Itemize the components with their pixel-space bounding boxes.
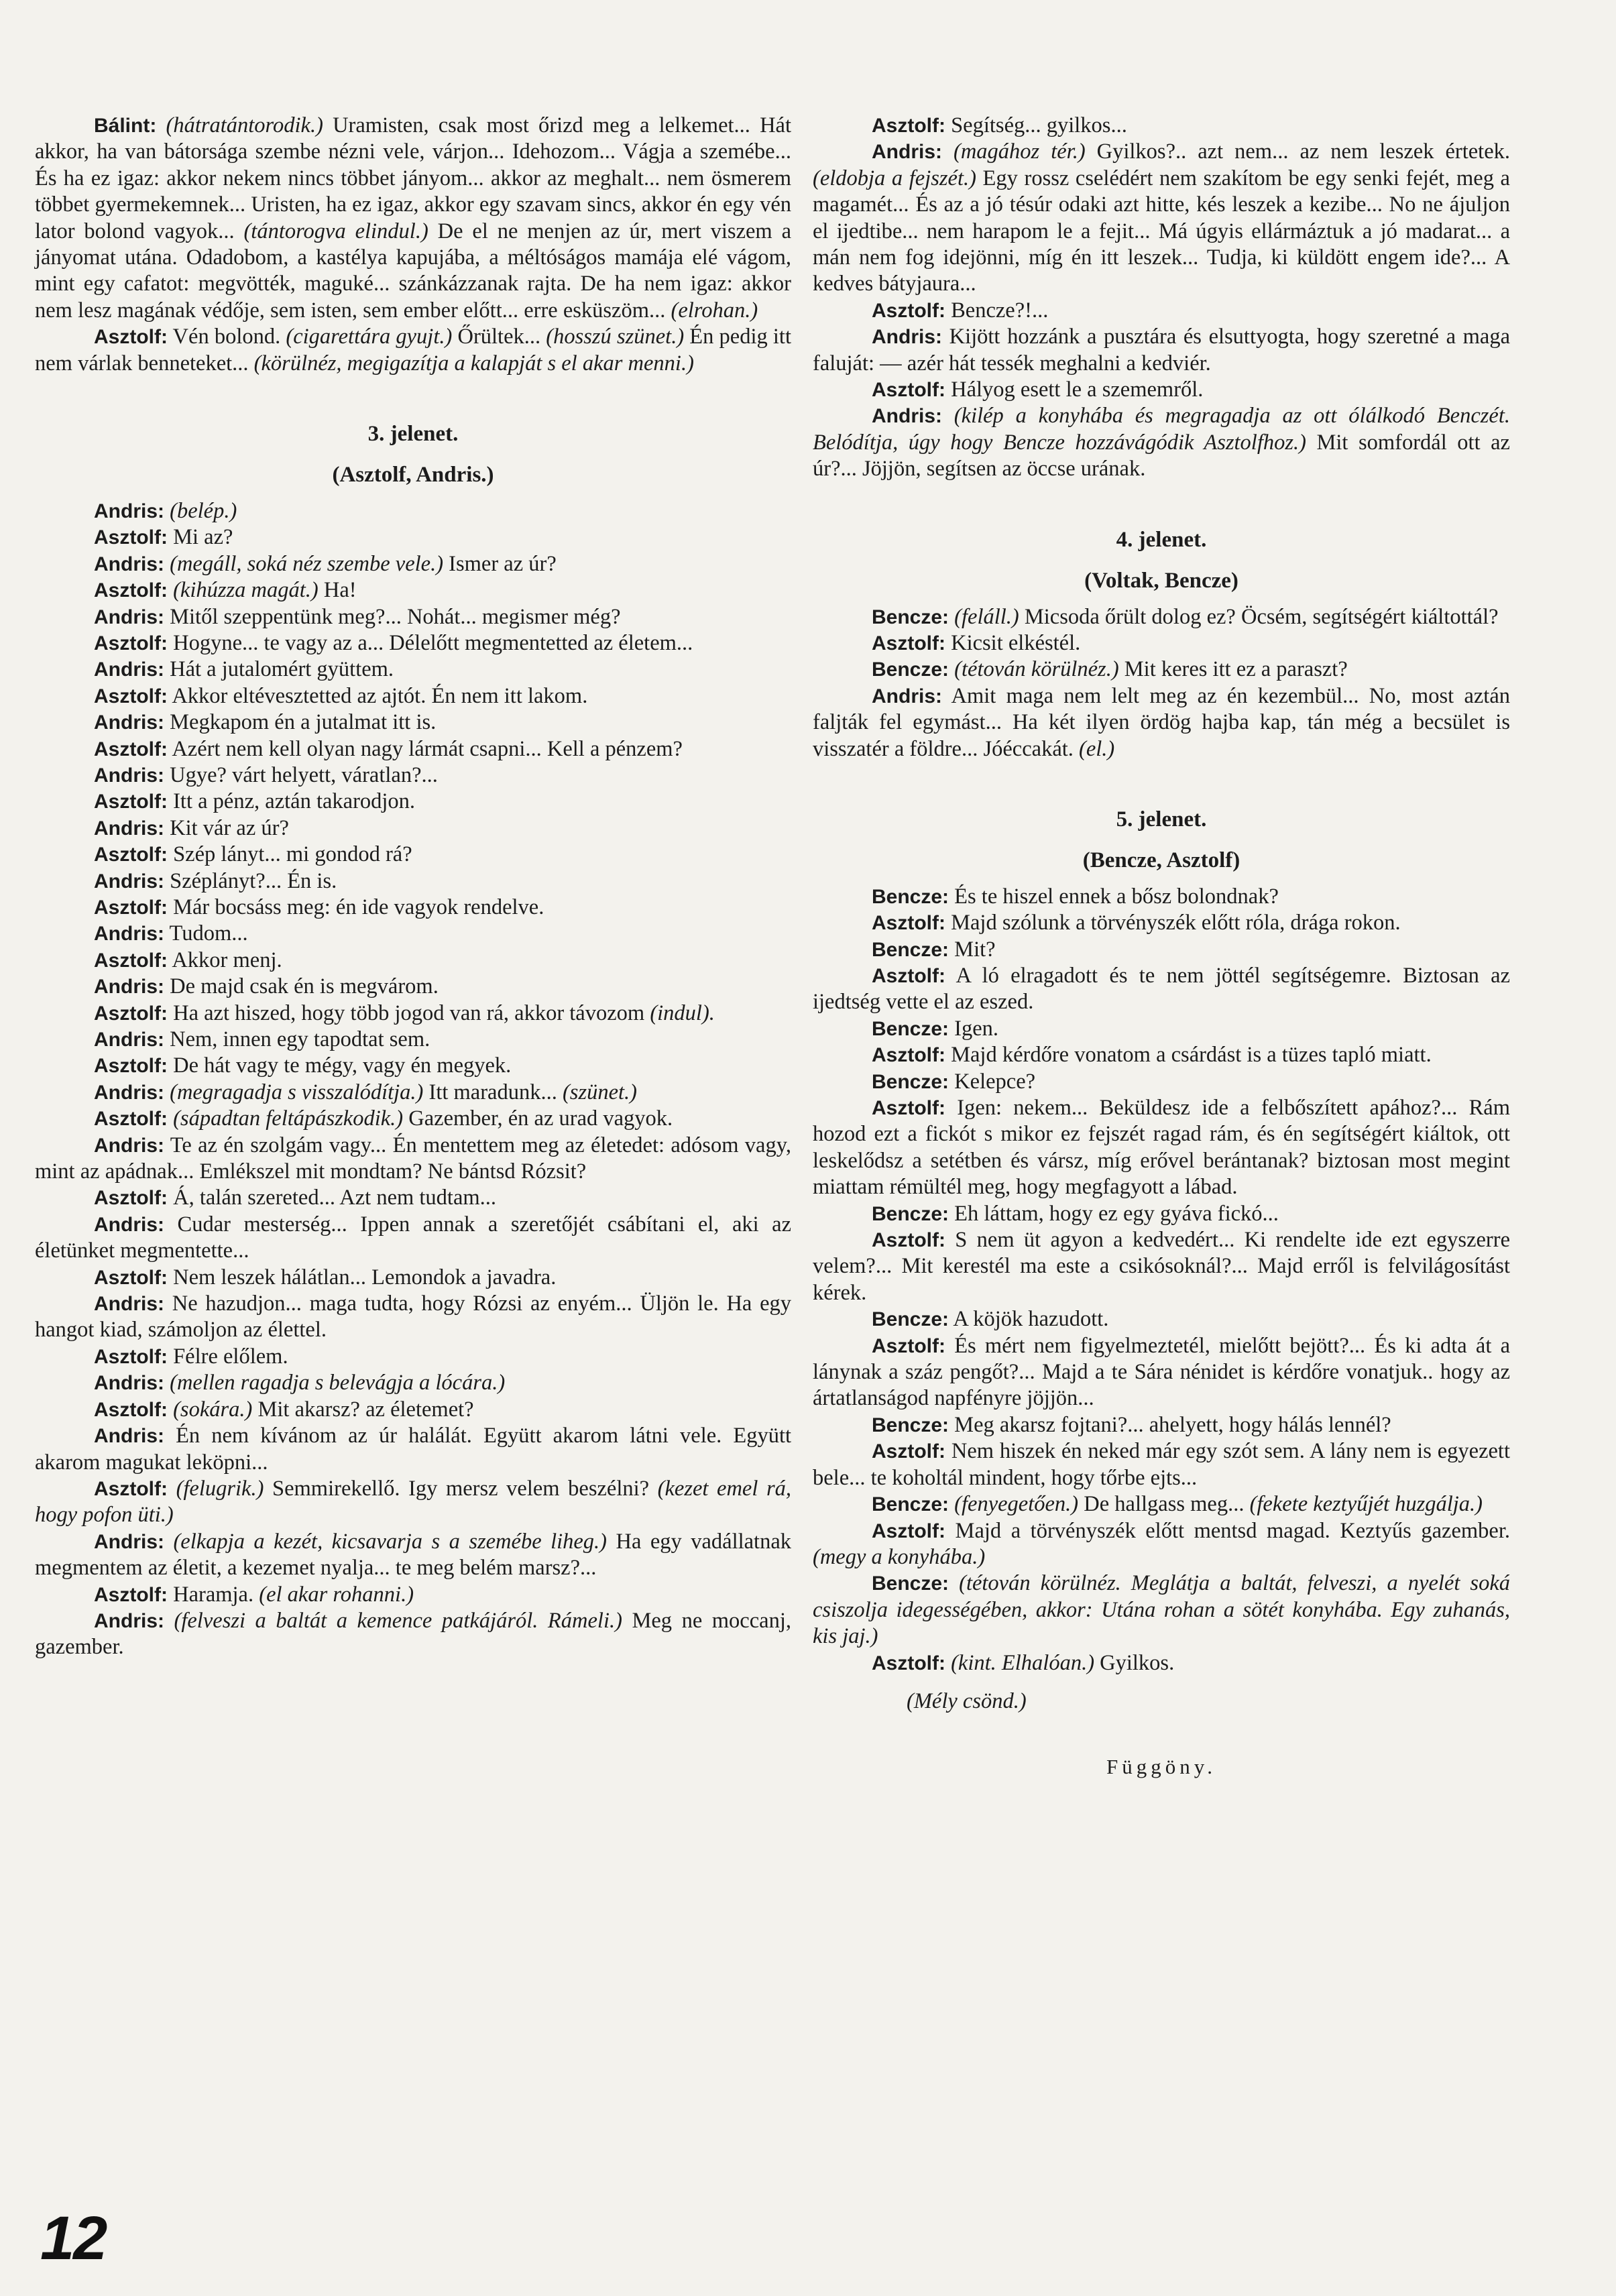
speaker-name: Asztolf: <box>94 1477 168 1500</box>
spoken-text: Ismer az úr? <box>443 551 557 576</box>
spoken-text: Ne hazudjon... maga tudta, hogy Rózsi az enyém... Üljön le. Ha egy hangot kiad, számoljon az élettel. <box>35 1292 792 1342</box>
speaker-name: Bencze: <box>872 885 949 908</box>
dialogue-line <box>813 1518 1510 1571</box>
spoken-text: Félre előlem. <box>173 1344 288 1369</box>
spoken-text: Majd a törvényszék előtt mentsd magad. Keztyűs gazember. <box>955 1518 1511 1543</box>
stage-direction: (megy a konyhába.) <box>813 1544 986 1569</box>
dialogue-line <box>35 1608 791 1661</box>
page-number: 12 <box>40 2204 107 2273</box>
spoken-text: Semmirekellő. Igy mersz velem beszélni? <box>264 1476 658 1501</box>
speaker-name: Andris: <box>872 141 942 164</box>
speaker-name: Asztolf: <box>94 326 168 349</box>
speaker-name: Andris: <box>94 500 164 522</box>
speaker-name: Asztolf: <box>94 738 168 760</box>
speaker-name: Asztolf: <box>872 299 945 322</box>
stage-direction: (cigarettára gyujt.) <box>286 325 453 349</box>
speaker-name: Asztolf: <box>872 1652 945 1674</box>
dialogue-line <box>813 1095 1510 1201</box>
spoken-text: A ló elragadott és te nem jöttél segítségemre. Biztosan az ijedtség vette el az eszed. <box>813 963 1510 1015</box>
spoken-text: Széplányt?... Én is. <box>170 868 337 893</box>
speaker-name: Asztolf: <box>94 632 168 654</box>
stage-direction: (kihúzza magát.) <box>173 578 319 603</box>
dialogue-line <box>813 1412 1510 1438</box>
spoken-text: Haramja. <box>173 1582 259 1607</box>
speaker-name: Asztolf: <box>94 1187 168 1210</box>
dialogue-line <box>813 884 1510 910</box>
speaker-name: Andris: <box>94 1372 164 1395</box>
stage-direction: (kint. Elhalóan.) <box>951 1650 1095 1675</box>
dialogue-line <box>813 1438 1510 1491</box>
spoken-text: Mit akarsz? az életemet? <box>252 1397 474 1422</box>
stage-direction: (fekete keztyűjét huzgálja.) <box>1249 1492 1483 1517</box>
speaker-name: Asztolf: <box>94 685 168 707</box>
spoken-text: Hogyne... te vagy az a... Délelőtt megmentetted az életem... <box>173 630 693 655</box>
dialogue-line <box>35 1397 791 1423</box>
dialogue-line <box>35 1027 791 1053</box>
stage-direction: (el akar rohanni.) <box>259 1582 414 1607</box>
spoken-text: Mitől szeppentünk meg?... Nohát... megismer még? <box>170 604 621 629</box>
dialogue-line <box>35 1133 791 1186</box>
stage-direction: (indul). <box>650 1000 715 1025</box>
spoken-text: Már bocsáss meg: én ide vagyok rendelve. <box>173 895 544 919</box>
spoken-text: Itt a pénz, aztán takarodjon. <box>173 789 416 814</box>
scene-heading: 4. jelenet. <box>1116 527 1207 552</box>
dialogue-line <box>35 789 791 815</box>
spoken-text: De el ne menjen az úr, mert viszem a jányomat utána. Odadobom, a kastélya kapujába, a méltóságos mamája elé vágom, mint egy cafatot: megvötték, maguké... szánkázzanak rajta. De ha nem igaz: akkor nem lesz magának védője, sem isten, sem ember előtt... erre esküszöm... <box>35 219 791 323</box>
stage-direction: (magához tér.) <box>954 139 1086 164</box>
dialogue-line <box>35 324 791 377</box>
spoken-text: Meg ne moccanj, gazember. <box>35 1608 791 1660</box>
spoken-text: Kit vár az úr? <box>170 815 289 840</box>
speaker-name: Andris: <box>94 553 164 575</box>
spoken-text: Ha egy vadállatnak megmentem az életit, a kezemet nyalja... te meg belém marsz?... <box>35 1529 792 1581</box>
speaker-name: Asztolf: <box>872 379 945 402</box>
stage-direction: (hosszú szünet.) <box>546 325 685 349</box>
stage-direction: (tétován körülnéz. Meglátja a baltát, felveszi, a nyelét soká csiszolja idegességében, akkor: Utána rohan a sötét konyhába. Egy zuhanás, kis jaj.) <box>813 1571 1510 1649</box>
speaker-name: Bálint: <box>94 115 157 137</box>
dialogue-line <box>35 498 791 524</box>
scene-heading: 5. jelenet. <box>1116 807 1207 831</box>
speaker-name: Andris: <box>94 1293 164 1316</box>
speaker-name: Asztolf: <box>872 115 945 137</box>
dialogue-line <box>35 895 791 921</box>
spoken-text: Micsoda őrült dolog ez? Öcsém, segítségért kiáltottál? <box>1019 604 1499 629</box>
stage-direction: (felugrik.) <box>176 1476 264 1501</box>
scene-cast: (Bencze, Asztolf) <box>1082 848 1240 873</box>
speaker-name: Andris: <box>94 606 164 628</box>
speaker-name: Andris: <box>94 1425 164 1448</box>
speaker-name: Bencze: <box>872 1493 949 1516</box>
speaker-name: Asztolf: <box>94 1398 168 1421</box>
dialogue-line <box>35 709 791 736</box>
stage-direction: (belép.) <box>170 498 237 523</box>
spoken-text: A köjök hazudott. <box>953 1307 1109 1332</box>
speaker-name: Bencze: <box>872 1202 949 1225</box>
speaker-name: Asztolf: <box>94 791 168 813</box>
dialogue-line <box>35 1265 791 1291</box>
stage-direction: (körülnéz, megigazítja a kalapját s el akar menni.) <box>253 351 694 376</box>
speaker-name: Andris: <box>94 658 164 681</box>
dialogue-line <box>813 1069 1510 1095</box>
dialogue-line <box>35 948 791 974</box>
spoken-text: Nem hiszek én neked már egy szót sem. A lány nem is egyezett bele... te koholtál mindent, hogy tőrbe ejts... <box>813 1439 1510 1490</box>
spoken-text: Segítség... gyilkos... <box>951 113 1127 137</box>
dialogue-line <box>813 630 1510 656</box>
stage-direction: (sápadtan feltápászkodik.) <box>173 1106 404 1131</box>
dialogue-line <box>813 656 1510 683</box>
spoken-text: Kelepce? <box>954 1069 1036 1094</box>
speaker-name: Bencze: <box>872 1308 949 1331</box>
stage-direction: (mellen ragadja s belevágja a lócára.) <box>170 1371 506 1395</box>
speaker-name: Andris: <box>94 1134 164 1157</box>
stage-direction: (sokára.) <box>173 1397 253 1422</box>
speaker-name: Andris: <box>94 923 164 945</box>
speaker-name: Asztolf: <box>872 632 945 654</box>
spoken-text: Nem leszek hálátlan... Lemondok a javadra. <box>173 1265 557 1289</box>
speaker-name: Asztolf: <box>872 912 945 935</box>
dialogue-line <box>813 1491 1510 1517</box>
dialogue-line <box>813 683 1510 762</box>
speaker-name: Asztolf: <box>872 1044 945 1067</box>
dialogue-line <box>813 113 1510 139</box>
speaker-name: Asztolf: <box>94 896 168 919</box>
spoken-text: Nem, innen egy tapodtat sem. <box>170 1027 430 1051</box>
stage-direction: (feláll.) <box>954 604 1019 629</box>
dialogue-line <box>35 1582 791 1608</box>
dialogue-line <box>35 1529 791 1582</box>
dialogue-line <box>35 1344 791 1370</box>
spoken-text: Majd kérdőre vonatom a csárdást is a tüzes tapló miatt. <box>951 1043 1432 1068</box>
dialogue-line <box>35 1080 791 1106</box>
dialogue-line <box>813 1333 1510 1412</box>
spoken-text: Mit? <box>954 937 996 962</box>
speaker-name: Bencze: <box>872 1070 949 1093</box>
speaker-name: Andris: <box>872 405 942 428</box>
dialogue-line <box>35 974 791 1000</box>
speaker-name: Andris: <box>94 1029 164 1051</box>
spoken-text: Én pedig itt nem várlak benneteket... <box>35 325 791 376</box>
spoken-text: És te hiszel ennek a bősz bolondnak? <box>954 884 1279 909</box>
dialogue-line <box>35 1423 791 1476</box>
dialogue-line <box>35 1053 791 1079</box>
spoken-text: Igen. <box>954 1016 999 1041</box>
dialogue-line <box>35 921 791 947</box>
speaker-name: Andris: <box>94 976 164 998</box>
dialogue-line <box>35 604 791 630</box>
speaker-name: Asztolf: <box>872 1519 945 1542</box>
stage-direction: (elkapja a kezét, kicsavarja s a szemébe liheg.) <box>173 1529 608 1554</box>
speaker-name: Asztolf: <box>94 1266 168 1289</box>
stage-direction: (kezet emel rá, hogy pofon üti.) <box>35 1476 792 1528</box>
scene-cast: (Voltak, Bencze) <box>1084 569 1238 593</box>
stage-direction: (szünet.) <box>562 1080 638 1104</box>
spoken-text: De majd csak én is megvárom. <box>170 974 439 999</box>
speaker-name: Bencze: <box>872 1414 949 1436</box>
dialogue-line <box>813 1650 1510 1676</box>
dialogue-line <box>35 577 791 604</box>
stage-direction: (kilép a konyhába és megragadja az ott ólálkodó Benczét. Belódítja, úgy hogy Bencze hozzávágódik Asztolfhoz.) <box>813 404 1510 455</box>
speaker-name: Andris: <box>94 817 164 840</box>
spoken-text: Én nem kívánom az úr halálát. Együtt akarom látni vele. Együtt akarom magukat leköpni... <box>35 1424 792 1475</box>
speaker-name: Asztolf: <box>94 579 168 602</box>
stage-direction: (elrohan.) <box>671 298 758 323</box>
dialogue-line <box>35 630 791 656</box>
stage-direction: (hátratántorodik.) <box>166 113 323 137</box>
speaker-name: Andris: <box>94 1081 164 1104</box>
speaker-name: Asztolf: <box>872 1334 945 1357</box>
spoken-text: Meg akarsz fojtani?... ahelyett, hogy hálás lennél? <box>954 1412 1391 1437</box>
curtain-text: Függöny. <box>1106 1755 1216 1779</box>
speaker-name: Andris: <box>94 764 164 787</box>
spoken-text: Ugye? várt helyett, váratlan?... <box>170 762 438 787</box>
spoken-text: Megkapom én a jutalmat itt is. <box>170 710 437 735</box>
dialogue-line <box>813 1201 1510 1227</box>
spoken-text: És mért nem figyelmeztetél, mielőtt bejött?... És ki adta át a lánynak a száz pengőt?... Majd a te Sára nénidet is kérdőre vonatjuk.. hogy az ártatlanságod napfényre jöjjön... <box>813 1333 1511 1411</box>
dialogue-line <box>813 1227 1510 1306</box>
speaker-name: Asztolf: <box>872 964 945 987</box>
scene-cast: (Asztolf, Andris.) <box>332 463 494 487</box>
dialogue-line <box>813 937 1510 963</box>
spoken-text: Szép lányt... mi gondod rá? <box>173 842 412 867</box>
dialogue-line <box>35 1212 791 1265</box>
dialogue-line <box>813 1570 1510 1650</box>
dialogue-line <box>35 1185 791 1211</box>
dialogue-line <box>35 1476 791 1529</box>
speaker-name: Andris: <box>94 1609 164 1632</box>
spoken-text: Itt maradunk... <box>423 1080 563 1104</box>
dialogue-line <box>813 604 1510 630</box>
dialogue-line <box>35 1000 791 1027</box>
speaker-name: Bencze: <box>872 1572 949 1595</box>
dialogue-line <box>813 1016 1510 1042</box>
dialogue-line <box>35 1370 791 1396</box>
dialogue-line <box>35 1291 791 1344</box>
spoken-text: Kijött hozzánk a pusztára és elsuttyogta, hogy szeretné a maga faluját: — azér hát tessék meghalni a kedviér. <box>813 325 1511 376</box>
speaker-name: Asztolf: <box>872 1097 945 1119</box>
dialogue-line <box>35 815 791 842</box>
speaker-name: Bencze: <box>872 658 949 681</box>
speaker-name: Andris: <box>94 1530 164 1553</box>
left-text-column <box>35 113 791 1661</box>
spoken-text: De hallgass meg... <box>1078 1492 1250 1517</box>
scene-heading: 3. jelenet. <box>367 422 459 447</box>
speaker-name: Asztolf: <box>94 1108 168 1131</box>
spoken-text: Eh láttam, hogy ez egy gyáva fickó... <box>954 1201 1279 1226</box>
stage-direction: (tántorogva elindul.) <box>243 219 428 243</box>
stage-direction: (tétován körülnéz.) <box>954 657 1119 682</box>
stage-direction: (eldobja a fejszét.) <box>813 166 976 190</box>
spoken-text: Őrültek... <box>452 325 546 349</box>
speaker-name: Asztolf: <box>872 1229 945 1252</box>
spoken-text: Bencze?!... <box>951 298 1049 323</box>
dialogue-line <box>813 1042 1510 1068</box>
spoken-text: Te az én szolgám vagy... Én mentettem meg az életedet: adósom vagy, mint az apádnak... Emlékszel mit mondtam? Ne bántsd Rózsit? <box>35 1133 791 1184</box>
speaker-name: Andris: <box>872 326 942 349</box>
dialogue-line <box>813 324 1510 377</box>
stage-direction: (megáll, soká néz szembe vele.) <box>170 551 444 576</box>
speaker-name: Andris: <box>872 685 942 707</box>
spoken-text: Ha! <box>318 578 357 603</box>
speaker-name: Asztolf: <box>94 1345 168 1368</box>
dialogue-line <box>35 113 791 324</box>
spoken-text: Tudom... <box>169 921 248 946</box>
spoken-text: Majd szólunk a törvényszék előtt róla, drága rokon. <box>951 911 1401 935</box>
stage-direction: (fenyegetően.) <box>954 1492 1079 1517</box>
spoken-text: Hát a jutalomért gyüttem. <box>170 657 394 682</box>
speaker-name: Andris: <box>94 711 164 734</box>
spoken-text: Gazember, én az urad vagyok. <box>403 1106 673 1131</box>
spoken-text: Gyilkos?.. azt nem... az nem leszek értetek. <box>1085 139 1510 164</box>
speaker-name: Asztolf: <box>94 844 168 866</box>
speaker-name: Asztolf: <box>94 949 168 972</box>
spoken-text: Amit maga nem lelt meg az én kezembül... No, most aztán faljták fel egymást... Ha két ilyen ördög hajba kap, tán még a becsület is visszatér a földre... Jóéccakát. <box>813 683 1510 761</box>
spoken-text: Hályog esett le a szememről. <box>951 378 1204 402</box>
dialogue-line <box>813 139 1510 297</box>
dialogue-line <box>813 377 1510 403</box>
dialogue-line <box>813 1306 1510 1332</box>
speaker-name: Asztolf: <box>94 1055 168 1078</box>
stage-direction: (el.) <box>1079 736 1115 761</box>
dialogue-line <box>35 683 791 709</box>
spoken-text: Mit somfordál ott az úr?... Jöjjön, segítsen az öccse urának. <box>813 430 1510 481</box>
dialogue-line <box>35 842 791 868</box>
dialogue-line <box>35 736 791 762</box>
dialogue-line <box>35 868 791 895</box>
spoken-text: Vén bolond. <box>172 325 286 349</box>
speaker-name: Andris: <box>94 870 164 893</box>
spoken-text: Egy rossz cselédért nem szakítom be egy senki fejét, meg a magamét... És az a jó tésúr odaki azt hitte, kés leszek a kezibe... No ne ájuljon el ijedtibe... nem harapom le a fejit... Má úgyis ellármáztuk a jó madarat... a mán nem fog idejönni, míg én itt leszek... Tudja, ki küldött engem ide?... A kedves bátyjaura... <box>813 166 1510 296</box>
dialogue-line <box>35 656 791 683</box>
dialogue-line <box>35 762 791 789</box>
spoken-text: Ha azt hiszed, hogy több jogod van rá, akkor távozom <box>173 1000 650 1025</box>
dialogue-line <box>35 1106 791 1132</box>
speaker-name: Bencze: <box>872 938 949 961</box>
stage-direction: (felveszi a baltát a kemence patkájáról. Rámeli.) <box>174 1608 622 1633</box>
spoken-text: Uramisten, csak most őrizd meg a lelkemet... Hát akkor, ha van bátorsága szembe nézni vele, várjon... Idehozom... Vágja a szemébe... És ha ez igaz: akkor nekem nincs többet jányom... akkor az meghalt... nem ösmerem többet gyermekemnek... Uristen, ha ez igaz, akkor egy szavam sincs, akkor én egy vén lator bolond vagyok... <box>35 113 792 243</box>
dialogue-line <box>35 524 791 551</box>
spoken-text: Akkor menj. <box>172 948 282 972</box>
stage-direction: (megragadja s visszalódítja.) <box>170 1080 424 1104</box>
dialogue-line <box>35 551 791 577</box>
spoken-text: S nem üt agyon a kedvedért... Ki rendelte ide ezt egyszerre velem?... Mit kerestél ma este a csikósoknál?... Majd erről is felvilágosítást kérek. <box>813 1228 1511 1305</box>
speaker-name: Asztolf: <box>94 1002 168 1025</box>
speaker-name: Andris: <box>94 1213 164 1236</box>
dialogue-line <box>813 403 1510 482</box>
spoken-text: Mit keres itt ez a paraszt? <box>1118 657 1348 682</box>
spoken-text: Mi az? <box>173 525 233 550</box>
spoken-text: Azért nem kell olyan nagy lármát csapni... Kell a pénzem? <box>172 736 683 761</box>
speaker-name: Bencze: <box>872 1017 949 1040</box>
spoken-text: Igen: nekem... Beküldesz ide a felbőszített apához?... Rám hozod ezt a fickót s mikor ez fejszét ragad rám, és én segítségért kiáltok, ott leskelődsz a setétben és vársz, míg erővel berántanak? biztosan most megint miattam rémültél meg, hogy megfagyott a lábad. <box>813 1096 1510 1200</box>
spoken-text: De hát vagy te mégy, vagy én megyek. <box>173 1053 512 1078</box>
spoken-text: Gyilkos. <box>1094 1650 1175 1675</box>
dialogue-line <box>813 910 1510 936</box>
speaker-name: Asztolf: <box>94 1583 168 1606</box>
dialogue-line <box>813 298 1510 324</box>
dialogue-line <box>813 963 1510 1016</box>
speaker-name: Bencze: <box>872 606 949 628</box>
right-text-column <box>813 113 1510 1780</box>
stage-direction: (Mély csönd.) <box>907 1688 1027 1713</box>
spoken-text: Cudar mesterség... Ippen annak a szeretőjét csábítani el, aki az életünket megmentette... <box>35 1212 792 1263</box>
spoken-text: Kicsit elkéstél. <box>951 630 1081 655</box>
speaker-name: Asztolf: <box>94 526 168 549</box>
spoken-text: Á, talán szereted... Azt nem tudtam... <box>173 1186 497 1210</box>
speaker-name: Asztolf: <box>872 1440 945 1463</box>
spoken-text: Akkor eltévesztetted az ajtót. Én nem itt lakom. <box>172 683 588 708</box>
